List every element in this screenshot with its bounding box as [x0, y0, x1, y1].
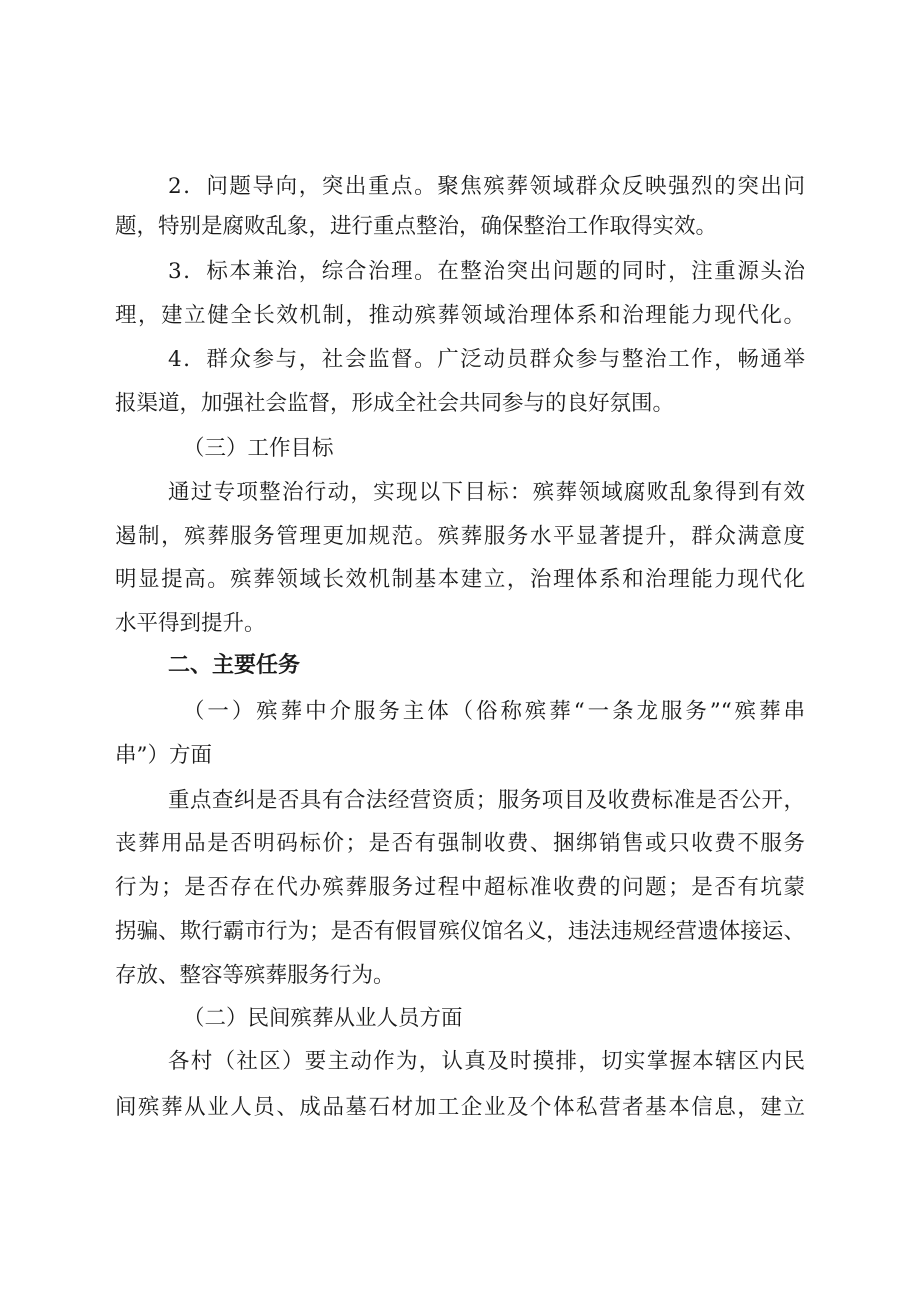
text-line: 间殡葬从业人员、成品墓石材加工企业及个体私营者基本信息，建立: [115, 1095, 805, 1120]
text-line: 4．群众参与，社会监督。广泛动员群众参与整治工作，畅通举: [168, 347, 805, 372]
subheading-text: （二）民间殡葬从业人员方面: [183, 1006, 463, 1031]
text-line: 通过专项整治行动，实现以下目标：殡葬领域腐败乱象得到有效: [168, 480, 805, 505]
text-line: 2．问题导向，突出重点。聚焦殡葬领域群众反映强烈的突出问: [168, 174, 805, 199]
text-line: 明显提高。殡葬领域长效机制基本建立，治理体系和治理能力现代化: [115, 567, 805, 592]
text-line: 水平得到提升。: [115, 611, 266, 636]
subheading-text: （三）工作目标: [183, 436, 334, 461]
text-line: 理，建立健全长效机制，推动殡葬领域治理体系和治理能力现代化。: [115, 303, 805, 328]
text-line: 题，特别是腐败乱象，进行重点整治，确保整治工作取得实效。: [115, 214, 718, 239]
text-line: 报渠道，加强社会监督，形成全社会共同参与的良好氛围。: [115, 391, 675, 416]
subheading-text: 串”）方面: [115, 743, 212, 768]
text-line: 拐骗、欺行霸市行为；是否有假冒殡仪馆名义，违法违规经营遗体接运、: [115, 919, 805, 944]
text-line: 遏制，殡葬服务管理更加规范。殡葬服务水平显著提升，群众满意度: [115, 524, 805, 549]
text-line: 存放、整容等殡葬服务行为。: [115, 963, 395, 988]
section-heading-text: 二、主要任务: [168, 653, 301, 678]
text-line: 行为；是否存在代办殡葬服务过程中超标准收费的问题；是否有坑蒙: [115, 875, 805, 900]
text-line: 3．标本兼治，综合治理。在整治突出问题的同时，注重源头治: [168, 259, 805, 284]
text-line: 丧葬用品是否明码标价；是否有强制收费、捆绑销售或只收费不服务: [115, 831, 805, 856]
subheading-text: （一）殡葬中介服务主体（俗称殡葬“一条龙服务”“殡葬串: [183, 699, 805, 724]
text-line: 重点查纠是否具有合法经营资质；服务项目及收费标准是否公开，: [168, 788, 805, 813]
text-line: 各村（社区）要主动作为，认真及时摸排，切实掌握本辖区内民: [168, 1049, 805, 1074]
